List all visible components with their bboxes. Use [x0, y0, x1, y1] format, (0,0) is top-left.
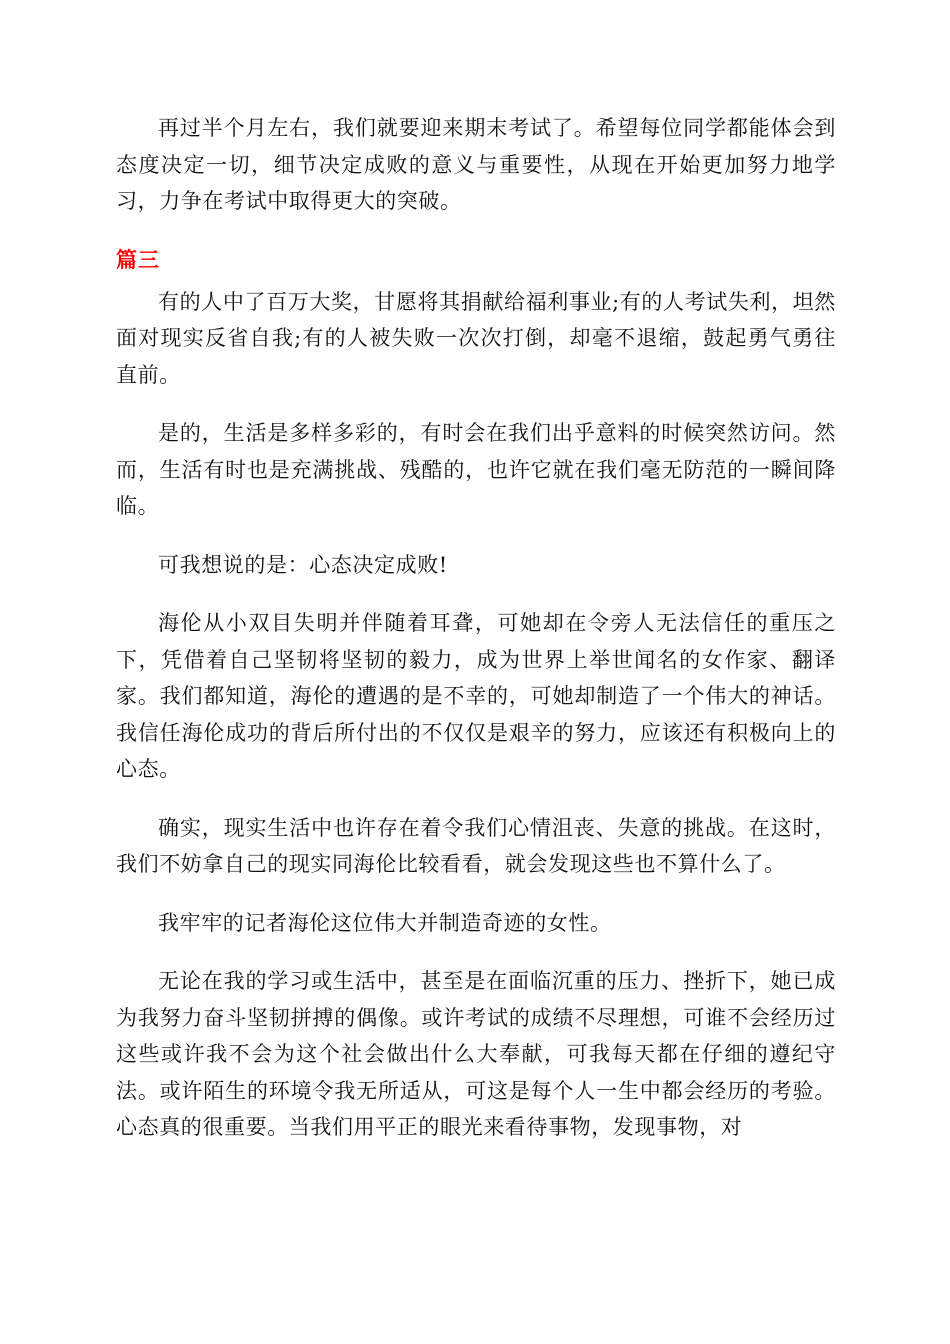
paragraph-exam-intro: 再过半个月左右，我们就要迎来期末考试了。希望每位同学都能体会到态度决定一切，细节决定成败的意义与重要性，从现在开始更加努力地学习，力争在考试中取得更大的突破。 [116, 116, 836, 213]
paragraph-6: 我牢牢的记者海伦这位伟大并制造奇迹的女性。 [158, 910, 612, 935]
paragraph-4: 海伦从小双目失明并伴随着耳聋，可她却在令旁人无法信任的重压之下，凭借着自己坚韧将坚韧的毅力，成为世界上举世闻名的女作家、翻译家。我们都知道，海伦的遭遇的是不幸的，可她却制造了一个伟大的神话。我信任海伦成功的背后所付出的不仅仅是艰辛的努力，应该还有积极向上的心态。 [116, 611, 836, 781]
section-heading: 篇三 [116, 247, 160, 272]
paragraph-5: 确实，现实生活中也许存在着令我们心情沮丧、失意的挑战。在这时，我们不妨拿自己的现实同海伦比较看看，就会发现这些也不算什么了。 [116, 815, 836, 876]
document-body [116, 110, 836, 1168]
paragraph-3: 可我想说的是：心态决定成败! [158, 552, 448, 577]
paragraph-7: 无论在我的学习或生活中，甚至是在面临沉重的压力、挫折下，她已成为我努力奋斗坚韧拼搏的偶像。或许考试的成绩不尽理想，可谁不会经历过这些或许我不会为这个社会做出什么大奉献，可我每天都在仔细的遵纪守法。或许陌生的环境令我无所适从，可这是每个人一生中都会经历的考验。心态真的很重要。当我们用平正的眼光来看待事物，发现事物，对 [116, 969, 836, 1139]
paragraph-2: 是的，生活是多样多彩的，有时会在我们出乎意料的时候突然访问。然而，生活有时也是充满挑战、残酷的，也许它就在我们毫无防范的一瞬间降临。 [116, 421, 836, 518]
paragraph-1: 有的人中了百万大奖，甘愿将其捐献给福利事业;有的人考试失利，坦然面对现实反省自我;有的人被失败一次次打倒，却毫不退缩，鼓起勇气勇往直前。 [116, 289, 836, 387]
